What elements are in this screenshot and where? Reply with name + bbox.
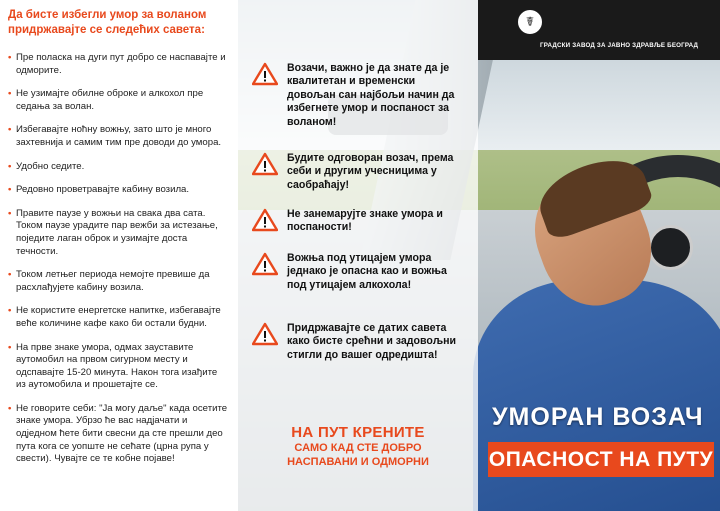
- tip-text: Редовно проветравајте кабину возила.: [16, 184, 190, 196]
- tip-text: Не говорите себи: "Ја могу даље" када осетите знаке умора. Убрзо ће вас надјачати и одједном ћете бити свесни да сте прешли део пута кога се уопште не сећате (црна рупа у свести). Чувајте се те кобне појаве!: [16, 402, 228, 465]
- warning-text: Возачи, важно је да знате да је квалитетан и временски довољан сан најбољи начин да избегнете умор и поспаност за воланом!: [287, 62, 455, 128]
- institute-logo-icon: ☤: [516, 8, 544, 36]
- cover-title: УМОРАН ВОЗАЧ: [492, 403, 704, 431]
- warning-item: [252, 208, 457, 235]
- bullet-icon: •: [8, 124, 12, 136]
- institute-name: ГРАДСКИ ЗАВОД ЗА ЈАВНО ЗДРАВЉЕ БЕОГРАД: [540, 42, 699, 49]
- tip-text: Не користите енергетске напитке, избегавајте веће количине кафе како би остали будни.: [16, 305, 221, 329]
- warning-triangle-icon: [252, 208, 278, 232]
- tips-list: [8, 52, 228, 466]
- tip-item: [8, 124, 228, 149]
- bullet-icon: •: [8, 305, 12, 317]
- warning-triangle-icon: [252, 152, 278, 176]
- tip-item: [8, 342, 228, 392]
- bullet-icon: •: [8, 160, 12, 172]
- warning-triangle-icon: [252, 252, 278, 276]
- speedometer: [648, 225, 693, 270]
- tip-text: Удобно седите.: [16, 160, 85, 172]
- cta-line: САМО КАД СТЕ ДОБРО: [294, 442, 422, 454]
- warning-text: Придржавајте се датих савета како бисте срећни и задовољни стигли до вашег одредишта!: [287, 322, 457, 361]
- tip-item: [8, 208, 228, 258]
- cta-title: НА ПУТ КРЕНИТЕ: [291, 424, 425, 441]
- tip-item: [8, 161, 228, 174]
- tip-text: Избегавајте ноћну вожњу, зато што је много захтевнија и самим тим пре доводи до умора.: [16, 124, 222, 148]
- bullet-icon: •: [8, 207, 12, 219]
- warnings-panel: [238, 0, 478, 511]
- tip-item: [8, 403, 228, 466]
- warning-item: [252, 252, 457, 292]
- tip-text: На прве знаке умора, одмах зауставите аутомобил на првом сигурном месту и одспавајте 15-20 минута. Након тога изађите из аутомобила и прошетајте се.: [16, 341, 218, 391]
- tips-header: Да бисте избегли умор за воланом придржавајте се следећих савета:: [8, 9, 207, 36]
- tip-item: [8, 305, 228, 330]
- warning-item: [252, 322, 457, 362]
- tip-text: Током летњег периода немојте превише да расхлађујете кабину возила.: [16, 269, 210, 293]
- tip-text: Не узимајте обилне оброке и алкохол пре седања за волан.: [16, 88, 204, 112]
- warning-item: [252, 152, 457, 192]
- tip-text: Пре поласка на дуги пут добро се наспавајте и одморите.: [16, 52, 226, 76]
- bullet-icon: •: [8, 341, 12, 353]
- tip-item: [8, 88, 228, 113]
- tip-item: [8, 269, 228, 294]
- tip-item: [8, 184, 228, 197]
- cover-subtitle: ОПАСНОСТ НА ПУТУ: [488, 442, 714, 477]
- warning-triangle-icon: [252, 322, 278, 346]
- bullet-icon: •: [8, 52, 12, 63]
- warning-triangle-icon: [252, 62, 278, 86]
- bullet-icon: •: [8, 402, 12, 414]
- cover-top-band: [478, 0, 720, 60]
- warning-text: Будите одговоран возач, према себи и другим учесницима у саобраћају!: [287, 152, 454, 191]
- warning-text: Вожња под утицајем умора једнако је опасна као и вожња под утицајем алкохола!: [287, 252, 447, 291]
- warning-item: [252, 62, 457, 129]
- warning-text: Не занемарујте знаке умора и поспаности!: [287, 208, 443, 234]
- tip-text: Правите паузе у вожњи на свака два сата. Током паузе урадите пар вежби за истезање, поједите лаган оброк и узимајте доста течности.: [16, 207, 218, 257]
- cta-block: [250, 424, 466, 469]
- bullet-icon: •: [8, 88, 12, 100]
- cta-line: НАСПАВАНИ И ОДМОРНИ: [287, 456, 429, 468]
- tip-item: [8, 52, 228, 77]
- tips-panel: [0, 0, 238, 511]
- bullet-icon: •: [8, 184, 12, 196]
- bullet-icon: •: [8, 269, 12, 281]
